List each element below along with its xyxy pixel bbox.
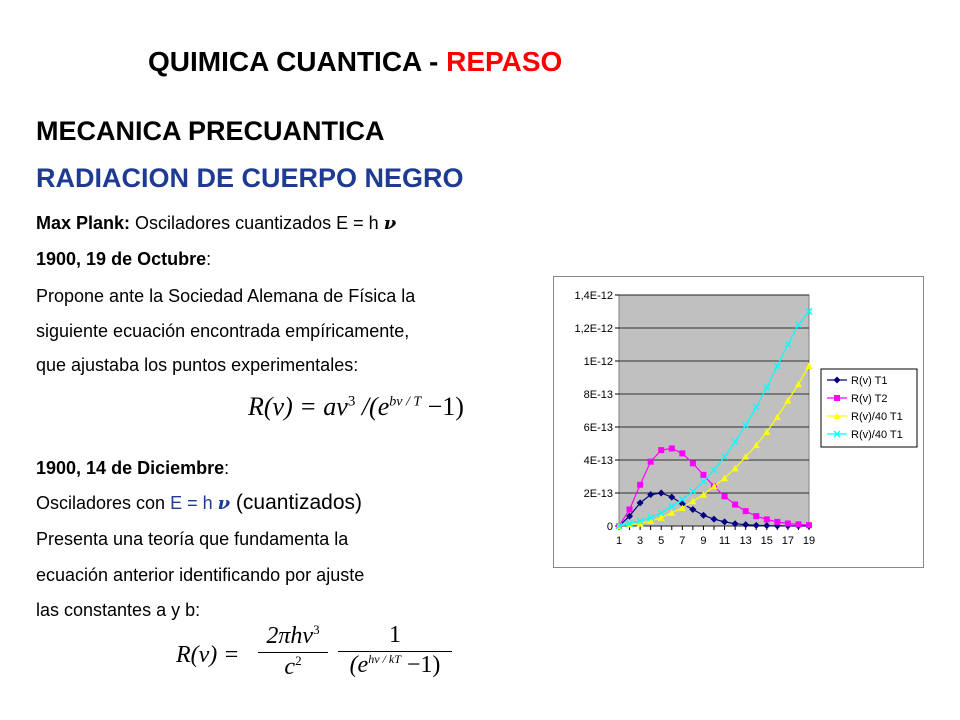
eq2-num2: 1 (389, 622, 401, 648)
legend-label: R(v) T2 (851, 393, 888, 405)
planck-text: Osciladores cuantizados E = h (130, 213, 384, 233)
date-october-colon: : (206, 249, 212, 269)
legend-label: R(v)/40 T1 (851, 411, 903, 423)
date-december-label: 1900, 14 de Diciembre (36, 458, 225, 478)
date-october (36, 248, 211, 270)
eq2-den1: c (284, 654, 296, 680)
point (764, 516, 770, 522)
page-title (148, 46, 562, 78)
y-tick-label: 4E-13 (583, 455, 613, 467)
title-accent: REPASO (446, 46, 563, 77)
eq1-exp3: 3 (347, 393, 356, 410)
para2-line2: ecuación anterior identificando por ajuste (36, 565, 365, 585)
point (627, 507, 633, 513)
date-december (36, 457, 229, 479)
para1-line2: siguiente ecuación encontrada empíricamente, (36, 321, 410, 341)
empirical-equation (248, 392, 464, 422)
x-tick-label: 19 (802, 535, 816, 547)
para2-line1: Presenta una teoría que fundamenta la (36, 529, 349, 549)
x-tick-label: 11 (718, 535, 731, 547)
para2-line3: las constantes a y b: (36, 600, 201, 620)
point (690, 460, 696, 466)
eq1-lhs: R(ν) = aν (248, 392, 348, 421)
y-tick-label: 1E-12 (583, 356, 613, 368)
point (785, 521, 791, 527)
planck-label: Max Plank: (36, 213, 131, 233)
osc-eq: E = h (170, 493, 218, 513)
point (743, 508, 749, 514)
y-tick-label: 0 (606, 521, 613, 533)
eq1-tail: −1) (421, 392, 464, 421)
eq2-num1-exp: 3 (313, 622, 320, 637)
x-tick-label: 7 (679, 535, 686, 547)
para1-line3: que ajustaba los puntos experimentales: (36, 355, 359, 375)
plot-area (619, 295, 809, 526)
eq1-mid: /(e (355, 392, 390, 421)
point (753, 513, 759, 519)
x-tick-label: 13 (739, 535, 752, 547)
point (722, 493, 728, 499)
eq2-num1: 2πhν (266, 623, 314, 649)
subsection-heading: RADIACION DE CUERPO NEGRO (36, 163, 464, 193)
y-tick-label: 1,2E-12 (574, 323, 613, 335)
planck-chart (553, 276, 924, 568)
legend-label: R(v)/40 T1 (851, 429, 903, 441)
x-tick-label: 3 (637, 535, 644, 547)
osc-post: (cuantizados) (230, 491, 362, 514)
point (679, 450, 685, 456)
eq2-fraction2 (338, 622, 452, 679)
osc-nu: ν (217, 493, 231, 514)
point (834, 395, 840, 401)
osc-pre: Osciladores con (36, 493, 171, 513)
x-tick-label: 17 (781, 535, 795, 547)
planck-line (36, 212, 396, 235)
planck-nu: ν (383, 213, 397, 234)
y-tick-label: 8E-13 (583, 389, 613, 401)
point (648, 459, 654, 465)
title-main: QUIMICA CUANTICA - (148, 46, 439, 77)
point (637, 482, 643, 488)
point (669, 445, 675, 451)
legend-label: R(v) T1 (851, 375, 888, 387)
eq2-den1-exp: 2 (295, 653, 302, 668)
x-tick-label: 15 (760, 535, 773, 547)
eq2-den2-pre: (e (349, 652, 369, 678)
point (795, 521, 801, 527)
eq2-lhs: R(ν) = (176, 642, 240, 668)
y-tick-label: 1,4E-12 (574, 290, 613, 302)
eq2-fraction1 (258, 622, 328, 681)
x-tick-label: 5 (658, 535, 665, 547)
point (732, 502, 738, 508)
x-tick-label: 9 (700, 535, 707, 547)
point (774, 519, 780, 525)
para1-line1: Propone ante la Sociedad Alemana de Física la (36, 286, 416, 306)
date-october-label: 1900, 19 de Octubre (36, 249, 207, 269)
point (700, 472, 706, 478)
date-december-colon: : (224, 458, 230, 478)
point (806, 522, 812, 528)
planck-equation (176, 622, 456, 690)
section-heading: MECANICA PRECUANTICA (36, 116, 385, 146)
x-tick-label: 1 (615, 535, 623, 547)
eq2-den2-exp: hν / kT (368, 652, 401, 666)
eq1-exp: bν / T (389, 394, 422, 410)
oscillators-line (36, 492, 362, 515)
chart-svg (554, 277, 923, 567)
y-tick-label: 2E-13 (583, 488, 613, 500)
eq2-den2-post: −1) (400, 652, 441, 678)
point (658, 447, 664, 453)
y-tick-label: 6E-13 (583, 422, 613, 434)
